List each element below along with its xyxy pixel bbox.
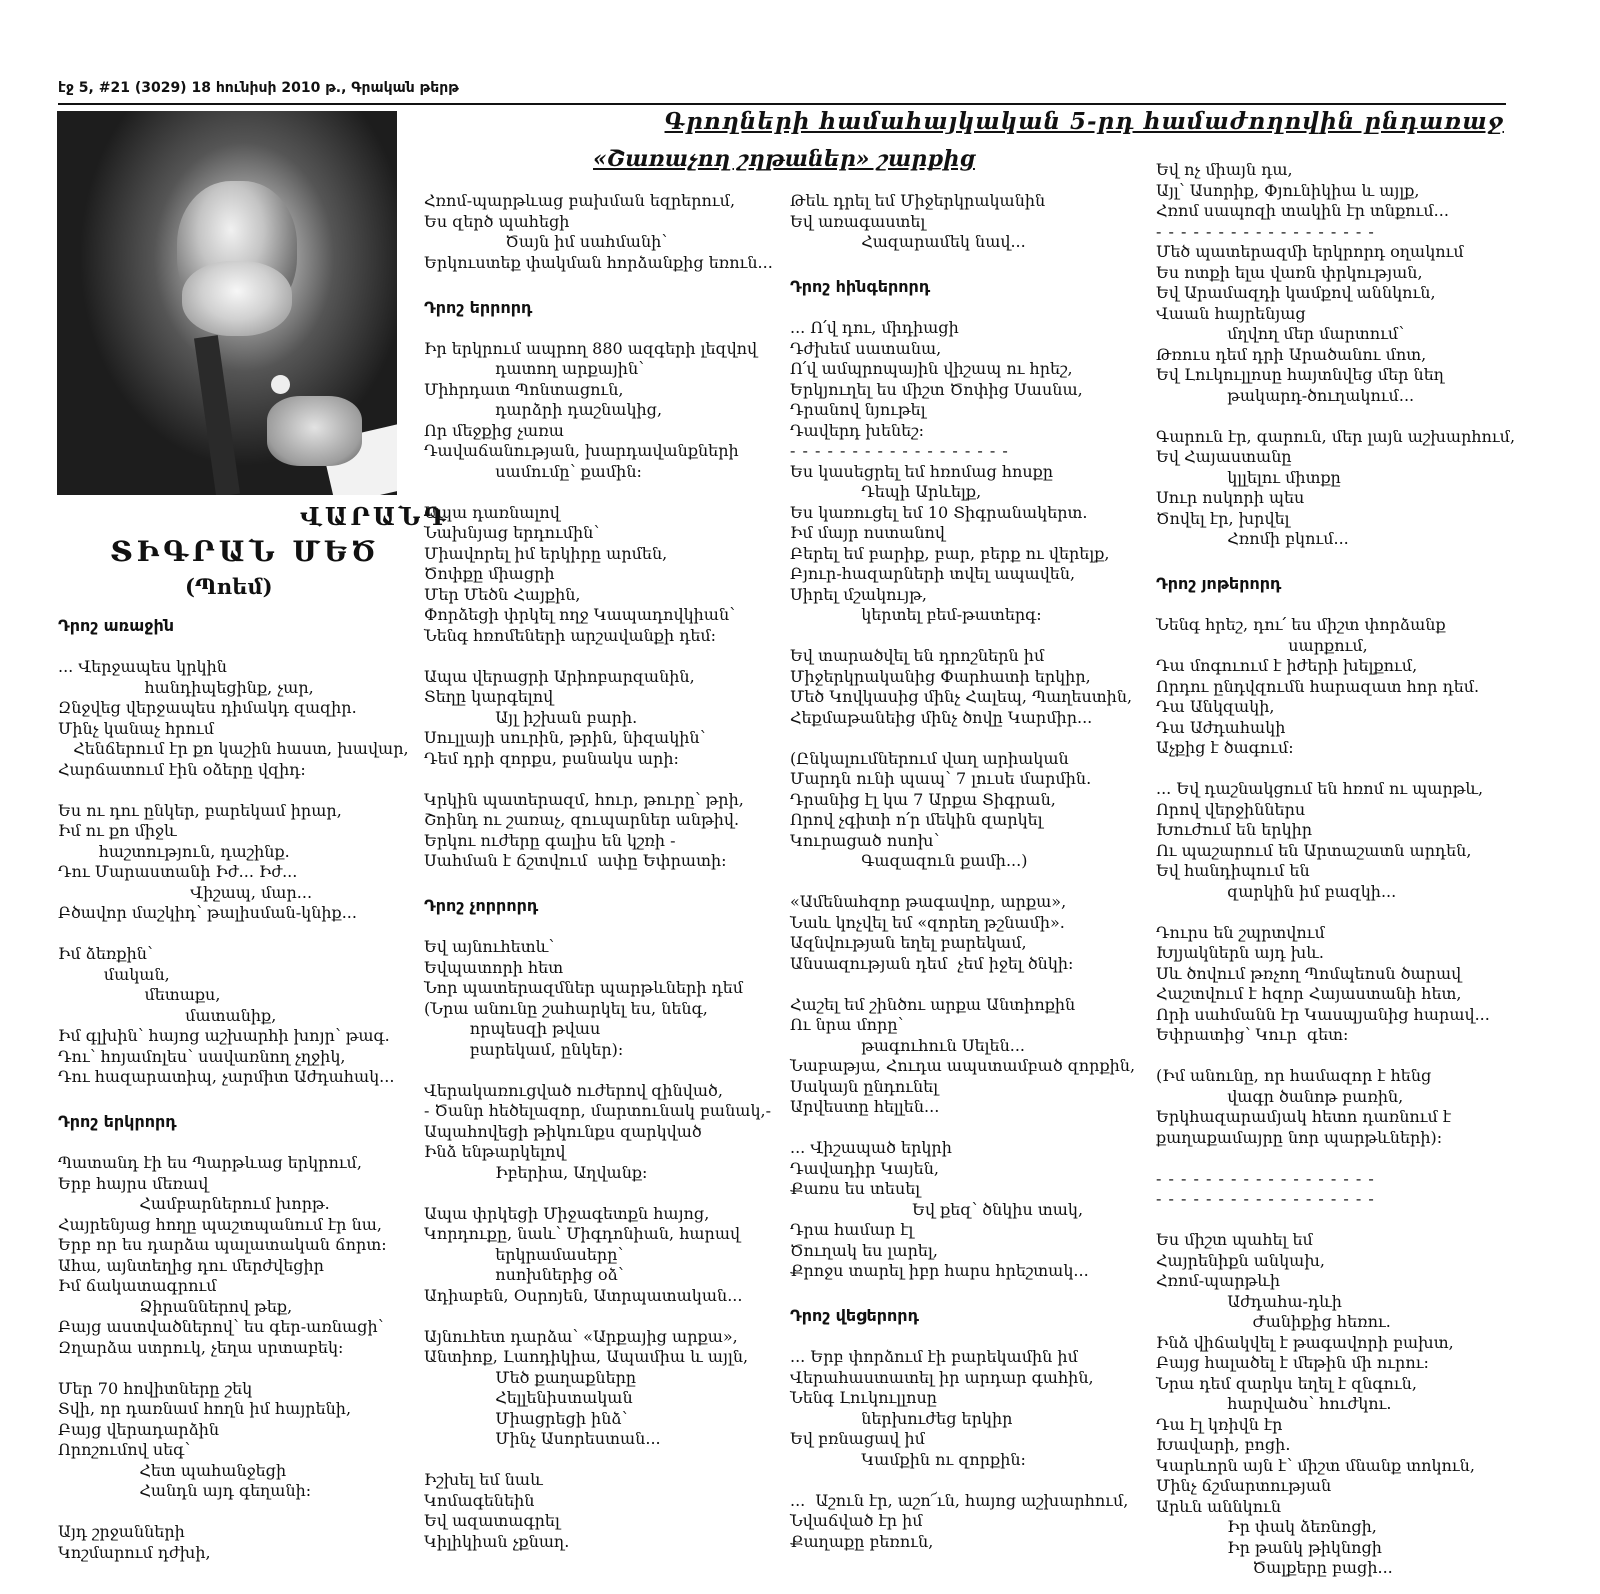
poem-line: Կամքին ու զորքին: (790, 1449, 1026, 1469)
poem-line: ոսոխներից օձ՝ (424, 1265, 624, 1284)
blank-line (424, 1306, 764, 1327)
poem-line: Դեմ դրի զորքս, բանակս արի: (424, 748, 679, 768)
poem-line: Մարդն ունի պապ՝ 7 լուսե մարմին. (790, 769, 1092, 788)
poem-line: Եվ այնուհետև՝ (424, 937, 555, 956)
author-photo (57, 111, 397, 495)
poem-line: Ապա վերացրի Արիոբարզանին, (424, 666, 695, 686)
poem-line: հանդիպեցինք, չար, (58, 677, 314, 697)
text-column-2 (424, 191, 773, 1552)
poem-line: Կուրացած ոսոխ՝ (790, 830, 940, 850)
poem-line: Ես զերծ պահեցի (424, 211, 570, 231)
blank-line (58, 924, 398, 945)
poem-line: հարվածս՝ հուժկու. (1156, 1394, 1392, 1413)
poem-line: սամումը՝ քամին: (424, 461, 642, 481)
poem-line: Բծավոր մաշկիդ՝ թալիսման-կնիք... (58, 903, 357, 922)
poem-line: մատանիք, (58, 1005, 277, 1025)
poem-line: Անտիոք, Լաոդիկիա, Ապամիա և այլն, (424, 1347, 749, 1366)
blank-line (58, 1088, 398, 1109)
poem-line: Գարուն էր, գարուն, մեր լայն աշխարհում, (1156, 426, 1516, 446)
poem-line: Շոինդ ու շառաչ, զուպարներ անթիվ. (424, 810, 740, 829)
poem-line: Հարճատում էին օձերը վզիդ: (58, 759, 306, 779)
blank-line (790, 298, 1130, 319)
poem-line: Կորդուքը, նաև՝ Միգդոնիան, հարավ (424, 1224, 741, 1243)
issue-line: էջ 5, #21 (3029) 18 հունիսի 2010 թ., Գրական թերթ (58, 80, 459, 96)
poem-subtitle: (Պոեմ) (185, 574, 273, 599)
blank-line (424, 273, 764, 294)
poem-line: Քրոջս տարել իբր հարս հրեշտակ... (790, 1261, 1089, 1280)
poem-line: Դա էլ կռիվն էր (1156, 1414, 1283, 1434)
poem-line: Մեր 70 հովիտները շեկ (58, 1378, 253, 1398)
poem-line: Իմ մայր ոստանով (790, 523, 945, 542)
stanza-heading: Դրոշ երրորդ (424, 297, 533, 317)
poem-line: Եփրատից՝ Կուր գետ: (1156, 1025, 1349, 1044)
poem-line: Երբ հայրս մեռավ (58, 1173, 209, 1193)
poem-line: Իմ ճակատագրում (58, 1276, 217, 1295)
poem-line: Միացրեցի ինձ՝ (424, 1408, 628, 1428)
poem-line: Սահման է ճշտվում ափը Եփրատի: (424, 851, 727, 870)
poem-line: Նախնյաց երդումին՝ (424, 523, 600, 542)
poem-line: Հռոմ սապոզի տակին էր տնքում... (1156, 201, 1449, 220)
poem-line: Սուլլայի սուրին, թրին, նիզակին՝ (424, 728, 706, 747)
poem-line: - Ծանր հեծելազոր, մարտունակ բանակ,- (424, 1101, 771, 1120)
poem-line: Հռոմ-պարթևի (1156, 1271, 1281, 1290)
poem-line: Դու Մարաստանի Իժ... Իժ... (58, 862, 298, 881)
poem-line: Նաբաթյա, Հուդա ապստամբած զորքին, (790, 1056, 1136, 1075)
dashed-separator: - - - - - - - - - - - - - - - - - - (1156, 221, 1375, 241)
poem-line: Միջերկրականից Փարհատի երկիր, (790, 666, 1091, 686)
blank-line (790, 974, 1130, 995)
poem-line: ... Վիշապած երկրի (790, 1138, 952, 1157)
poem-line: Կարևորն այն է՝ միշտ մնանք տոկուն, (1156, 1455, 1475, 1475)
blank-line (790, 728, 1130, 749)
photo-badge (271, 375, 290, 394)
poem-line: ... Վերջապես կրկին (58, 657, 227, 676)
poem-line: Իր թանկ թիկնոցի (1156, 1537, 1382, 1557)
poem-line: Եվպատորի հետ (424, 957, 564, 977)
blank-line (424, 482, 764, 503)
poem-line: Վիշապ, մար... (58, 882, 313, 902)
blank-line (1156, 1046, 1536, 1067)
poem-line: Ես ոտքի ելա վառն փրկության, (1156, 262, 1423, 282)
blank-line (424, 769, 764, 790)
photo-tie (194, 335, 240, 495)
poem-line: մական, (58, 964, 170, 984)
poem-line: Բայց հալածել է մեթին մի ուրու: (1156, 1353, 1429, 1372)
poem-line: Արևն աննկուն (1156, 1496, 1281, 1516)
poem-line: (Իմ անունը, որ համազոր է հենց (1156, 1066, 1432, 1085)
poem-line: Ծայն իմ սահմանի՝ (424, 232, 668, 251)
poem-line: Որով չգիտի ո՛ր մեկին զարկել (790, 810, 1043, 829)
poem-line: Այդ շրջանների (58, 1522, 185, 1541)
poem-line: Երբ որ ես դարձա պալատական ճորտ: (58, 1235, 387, 1254)
blank-line (58, 1502, 398, 1523)
poem-line: Մեծ քաղաքները (424, 1367, 637, 1387)
text-column-3 (790, 191, 1136, 1552)
banner-headline: Գրողների համահայկական 5-րդ համաժողովին ընդառաջ (664, 108, 1504, 135)
poem-line: Ինձ վիճակվել է թագավորի բախտ, (1156, 1332, 1454, 1352)
poem-line: Դժխեմ սատանա, (790, 338, 942, 358)
poem-line: որպեսզի թվաս (424, 1019, 601, 1038)
poem-line: հաշտություն, դաշինք. (58, 841, 290, 861)
poem-line: Բայց վերադարձին (58, 1419, 220, 1439)
poem-line: բարեկամ, ընկեր): (424, 1039, 624, 1059)
poem-line: Հեքմաթանեից մինչ ծովը Կարմիր... (790, 707, 1093, 727)
photo-beard (182, 261, 292, 336)
poem-line: թագուհուն Սելեն... (790, 1035, 1025, 1055)
poem-line: Ո՛վ ամպրոպային վիշապ ու հրեշ, (790, 359, 1073, 378)
poem-author: ՎԱՐԱՆԴ (300, 502, 449, 531)
blank-line (1156, 406, 1536, 427)
poem-line: Ժանիքից հեռու. (1156, 1312, 1391, 1331)
poem-line: ... Ո՛վ դու, միդիացի (790, 318, 959, 337)
poem-line: դարձրի դաշնակից, (424, 400, 663, 419)
poem-line: Զնջվեց վերջապես դիմակդ զազիր. (58, 698, 357, 717)
poem-line: Ես միշտ պահել եմ (1156, 1230, 1313, 1249)
blank-line (790, 1118, 1130, 1139)
poem-line: Ապա դառնալով (424, 502, 560, 522)
poem-line: Ինձ ենթարկելով (424, 1142, 566, 1161)
poem-line: Պատանդ էի ես Պարթևաց երկրում, (58, 1153, 362, 1172)
poem-line: Ու նրա մորը՝ (790, 1015, 904, 1034)
poem-line: Հենճերում էր քո կաշին հաստ, խավար, (58, 739, 409, 758)
poem-line: Այլ՝ Ասորիք, Փյունիկիա և այլք, (1156, 180, 1420, 200)
poem-line: Հռոմ-պարթևաց բախման եզրերում, (424, 191, 736, 210)
poem-line: Ես կասեցրել եմ հռոմաց հոսքը (790, 461, 1054, 481)
poem-line: Այնուհետ դարձա՝ «Արքայից արքա», (424, 1326, 738, 1346)
poem-line: Անսազության դեմ չեմ իջել ծնկի: (790, 953, 1074, 973)
poem-line: Երկյուղել ես միշտ Ծոփից Սասնա, (790, 379, 1083, 399)
blank-line (790, 626, 1130, 647)
poem-line: Բայց աստվածներով՝ ես գեր-առնացի՝ (58, 1317, 384, 1336)
poem-line: Հետ պահանջեցի (58, 1460, 287, 1480)
poem-line: Հանդն այդ գեղանի: (58, 1481, 312, 1500)
poem-line: Եվ հանդիպում են (1156, 861, 1310, 880)
poem-line: Երկհազարամյակ հետո դառնում է (1156, 1107, 1452, 1126)
poem-line: Եվ բռնացավ իմ (790, 1429, 925, 1448)
stanza-heading: Դրոշ յոթերորդ (1156, 574, 1282, 593)
blank-line (424, 872, 764, 893)
poem-line: Նենգ հրեշ, դու՛ ես միշտ փորձանք (1156, 615, 1446, 634)
poem-line: Վաան հայրենյաց (1156, 303, 1306, 323)
poem-line: Եվ ոչ միայն դա, (1156, 160, 1293, 179)
poem-line: Տվի, որ դառնամ հողն իմ հայրենի, (58, 1399, 352, 1418)
poem-line: Բերել եմ բարիք, բար, բերք ու վերելք, (790, 543, 1110, 563)
stanza-heading: Դրոշ առաջին (58, 616, 175, 635)
poem-line: Իմ ձեռքին՝ (58, 944, 153, 963)
poem-line: Խավարի, բոցի. (1156, 1435, 1291, 1454)
poem-line: Սիրել մշակույթ, (790, 584, 927, 604)
blank-line (790, 872, 1130, 893)
blank-line (424, 917, 764, 938)
poem-line: Դա մոգուում է իժերի խելքում, (1156, 656, 1418, 675)
series-title: «Շառաչող շղթաներ» շարքից (593, 146, 975, 172)
poem-line: Նրա դեմ զարկս եղել է զնգուն, (1156, 1373, 1417, 1393)
poem-line: Փորձեցի փրկել ողջ Կապադովկիան՝ (424, 605, 735, 624)
poem-line: Դա Անկզակի, (1156, 697, 1275, 716)
poem-line: Ես ու դու ընկեր, բարեկամ իրար, (58, 800, 342, 820)
poem-line: Դեպի Արևելք, (790, 482, 982, 501)
poem-line: Եվ առագաստել (790, 211, 926, 231)
poem-line: Մինչ ճշմարտության (1156, 1476, 1332, 1495)
poem-line: Հայրենիքն անկախ, (1156, 1250, 1325, 1270)
poem-line: Որով վերջիններս (1156, 799, 1306, 819)
blank-line (424, 318, 764, 339)
poem-line: Ծոփքը միացրի (424, 564, 555, 583)
poem-line: Աժդահա-դևի (1156, 1291, 1342, 1311)
poem-line: Երկու ուժերը գալիս են կշռի - (424, 830, 676, 850)
poem-line: Եվ քեզ՝ ծնկիս տակ, (790, 1199, 1084, 1219)
poem-line: Ապա փրկեցի Միջագետքն հայոց, (424, 1203, 710, 1223)
blank-line (58, 1133, 398, 1154)
poem-line: Եվ Լուկուլլոսը հայտնվեց մեր նեղ (1156, 365, 1444, 384)
blank-line (790, 253, 1130, 274)
poem-line: Մեր Մեծն Հայքին, (424, 584, 581, 604)
poem-line: Թեև դրել եմ Միջերկրականին (790, 191, 1046, 210)
poem-line: Կոմագենեին (424, 1490, 535, 1510)
poem-line: Ծովել էր, խրվել (1156, 508, 1290, 528)
blank-line (1156, 759, 1536, 780)
poem-line: կերտել բեմ-թատերգ: (790, 605, 1042, 624)
poem-title: ՏԻԳՐԱՆ ՄԵԾ (110, 535, 380, 568)
poem-line: Իշխել եմ նաև (424, 1470, 543, 1489)
poem-line: Նենգ Լուկուլլոսը (790, 1388, 937, 1407)
poem-line: մղվող մեր մարտում՝ (1156, 324, 1405, 343)
blank-line (1156, 595, 1536, 616)
poem-line: Հաշել եմ շինծու արքա Անտիոքին (790, 994, 1076, 1014)
poem-line: ... Երբ փորձում էի բարեկամին իմ (790, 1347, 1078, 1366)
poem-line: Դուրս են շպրտվում (1156, 922, 1325, 942)
poem-line: Դու հազարատիպ, չարմիտ Աժդահակ... (58, 1067, 395, 1086)
poem-line: Դավերդ խենեշ: (790, 420, 924, 440)
poem-line: Մինչ Ասորեստան... (424, 1429, 661, 1448)
poem-line: Համբարներում խորթ. (58, 1194, 330, 1213)
poem-line: Նվաճված էր իմ (790, 1511, 923, 1530)
poem-line: (Ընկալումներում վաղ արիական (790, 748, 1069, 768)
poem-line: Դավադիր Կայեն, (790, 1158, 939, 1178)
poem-line: Հաշտվում է հզոր Հայաստանի հետ, (1156, 984, 1462, 1003)
poem-line: Միավորել իմ երկիրը արմեն, (424, 543, 668, 563)
poem-line: Աչքից է ծագում: (1156, 738, 1294, 757)
poem-line: Արվեստը հելլեն... (790, 1097, 940, 1116)
blank-line (424, 1060, 764, 1081)
poem-line: Միհրդատ Պոնտացուն, (424, 379, 624, 399)
poem-line: Ես կառուցել եմ 10 Տիգրանակերտ. (790, 502, 1088, 522)
poem-line: Հռոմի բկում... (1156, 529, 1349, 548)
poem-line: Մեծ Կովկասից մինչ Հալեպ, Պաղեստին, (790, 687, 1133, 706)
poem-line: Դրանով նյութել (790, 400, 926, 419)
poem-line: Ծուղակ ես լարել, (790, 1240, 938, 1260)
blank-line (790, 1282, 1130, 1303)
poem-line: Իր երկրում ապրող 880 ազգերի լեզվով (424, 338, 758, 358)
poem-line: ներխուժեց երկիր (790, 1408, 1013, 1428)
text-column-4 (1156, 160, 1536, 1579)
poem-line: Եվ տարածվել են դրոշներն իմ (790, 646, 1045, 665)
poem-line: ... Աշուն էր, աշո՜ւն, հայոց աշխարհում, (790, 1490, 1129, 1510)
photo-hand (267, 396, 362, 466)
poem-line: Խուժում են երկիր (1156, 820, 1313, 839)
stanza-heading: Դրոշ երկրորդ (58, 1112, 177, 1131)
poem-line: կլլելու միտքը (1156, 467, 1341, 487)
poem-line: սարքում, (1156, 635, 1368, 655)
stanza-heading: Դրոշ վեցերորդ (790, 1306, 919, 1325)
poem-line: Ահա, այնտեղից դու մերժվեցիր (58, 1255, 324, 1275)
poem-line: Նոր պատերազմներ պարթևների դեմ (424, 978, 744, 997)
poem-line: Սև ծովում թռչող Պոմպեոսն ծարավ (1156, 963, 1462, 983)
poem-line: Հելլենիստական (424, 1388, 633, 1407)
poem-line: Մեծ պատերազմի երկրորդ օղակում (1156, 242, 1464, 261)
blank-line (1156, 1148, 1536, 1169)
poem-line: Նաև կոչվել եմ «զորեղ թշնամի». (790, 912, 1065, 932)
poem-line: Հազարամեկ նավ... (790, 232, 1026, 251)
poem-line: Վերակառուցված ուժերով զինված, (424, 1080, 723, 1100)
blank-line (1156, 1210, 1536, 1231)
poem-line: «Ամենահզոր թագավոր, արքա», (790, 892, 1067, 911)
poem-line: Սուր ոսկորի պես (1156, 488, 1305, 507)
poem-line: Որ մեջքից չառա (424, 420, 564, 440)
blank-line (58, 1358, 398, 1379)
poem-line: Ապահովեցի թիկունքս զարկված (424, 1121, 702, 1141)
blank-line (424, 1450, 764, 1471)
poem-line: Իբերիա, Աղվանք: (424, 1162, 648, 1182)
poem-line: մետաքս, (58, 985, 221, 1004)
poem-line: Եվ Արամազդի կամքով աննկուն, (1156, 283, 1436, 302)
blank-line (790, 1470, 1130, 1491)
poem-line: Իր փակ ձեռնոցի, (1156, 1517, 1377, 1536)
dashed-separator: - - - - - - - - - - - - - - - - - - (1156, 1189, 1375, 1208)
poem-line: Որոշումով սեգ՝ (58, 1440, 191, 1459)
poem-line: Գազազուն քամի...) (790, 851, 1028, 870)
poem-line: ... Եվ դաշնակցում են հռոմ ու պարթև, (1156, 779, 1484, 798)
poem-line: քաղաքամայրը նոր պարթևների): (1156, 1127, 1443, 1147)
blank-line (424, 1183, 764, 1204)
poem-line: Խլյակներն այդ խև. (1156, 943, 1324, 962)
blank-line (424, 646, 764, 667)
blank-line (58, 637, 398, 658)
poem-line: Իմ գլխին՝ հայոց աշխարհի խոյր՝ թագ. (58, 1026, 390, 1045)
blank-line (790, 1327, 1130, 1348)
dashed-separator: - - - - - - - - - - - - - - - - - - (1156, 1168, 1375, 1188)
poem-line: Մինչ կանաչ հրում (58, 718, 215, 738)
stanza-heading: Դրոշ հինգերորդ (790, 277, 931, 296)
poem-line: Սակայն ընդունել (790, 1076, 939, 1096)
poem-line: Կիլիկիան չքնաղ. (424, 1531, 570, 1551)
poem-line: Վերահաստատել իր արդար գահին, (790, 1367, 1094, 1387)
poem-line: թակարդ-ծուղակում... (1156, 385, 1415, 405)
dashed-separator: - - - - - - - - - - - - - - - - - - (790, 441, 1009, 460)
blank-line (1156, 550, 1536, 571)
poem-line: Եվ Հայաստանը (1156, 447, 1292, 466)
poem-line: Զղարձա ստրուկ, չեղա սրտաբեկ: (58, 1337, 344, 1357)
poem-line: Կոշմարում դժխի, (58, 1542, 211, 1562)
poem-line: Այլ իշխան բարի. (424, 707, 638, 727)
poem-line: զարկին իմ բազկի... (1156, 881, 1397, 901)
poem-line: Ազնվության եղել բարեկամ, (790, 933, 1027, 952)
poem-line: Ձիրաններով թեք, (58, 1296, 293, 1316)
poem-line: Թռուս դեմ դրի Արածանու մոտ, (1156, 344, 1427, 364)
poem-line: Կրկին պատերազմ, հուր, թուրը՝ թրի, (424, 789, 744, 809)
poem-line: Ադիաբեն, Օսրոյեն, Ատրպատական... (424, 1285, 743, 1305)
poem-line: Տեղը կարգելով (424, 687, 554, 706)
poem-line: Ծալքերը բացի... (1156, 1558, 1393, 1577)
stanza-heading: Դրոշ չորրորդ (424, 896, 539, 915)
poem-line: Հայրենյաց հողը պաշտպանում էր նա, (58, 1214, 382, 1234)
text-column-1 (58, 612, 409, 1563)
poem-line: երկրամասերը՝ (424, 1244, 624, 1264)
poem-line: Բյուր-հազարների տվել ապավեն, (790, 564, 1076, 583)
poem-line: վագր ծանոթ բառին, (1156, 1086, 1404, 1106)
poem-line: Եվ ազատագրել (424, 1511, 560, 1530)
poem-line: Քաղաքը բեռուն, (790, 1531, 934, 1551)
poem-line: Երկուստեք փակման հորձանքից եռուն... (424, 252, 773, 272)
blank-line (1156, 902, 1536, 923)
poem-line: Ու պաշարում են Արտաշատն արդեն, (1156, 840, 1472, 860)
poem-line: Նենգ հռոմեների արշավանքի դեմ: (424, 625, 717, 645)
poem-line: դատող արքային՝ (424, 359, 644, 378)
poem-line: Քառս ես տեսել (790, 1179, 921, 1198)
blank-line (58, 780, 398, 801)
poem-line: Դրա համար էլ (790, 1220, 914, 1239)
poem-line: Որդու ընդվզումն հարազատ հոր դեմ. (1156, 676, 1480, 696)
poem-line: Դավաճանության, խարդավանքների (424, 441, 739, 460)
poem-line: Որի սահմանն էր Կասպյանից հարավ... (1156, 1004, 1490, 1024)
header-rule (58, 103, 1506, 105)
poem-line: Դու՝ հոյամոլես՝ սավառնող չղջիկ, (58, 1046, 346, 1066)
poem-line: Դա Աժդահակի (1156, 717, 1286, 737)
poem-line: (Նրա անունը շահարկել ես, նենգ, (424, 998, 708, 1018)
poem-line: Իմ ու քո միջև (58, 821, 177, 840)
poem-line: Դրանից էլ կա 7 Արքա Տիգրան, (790, 789, 1056, 809)
